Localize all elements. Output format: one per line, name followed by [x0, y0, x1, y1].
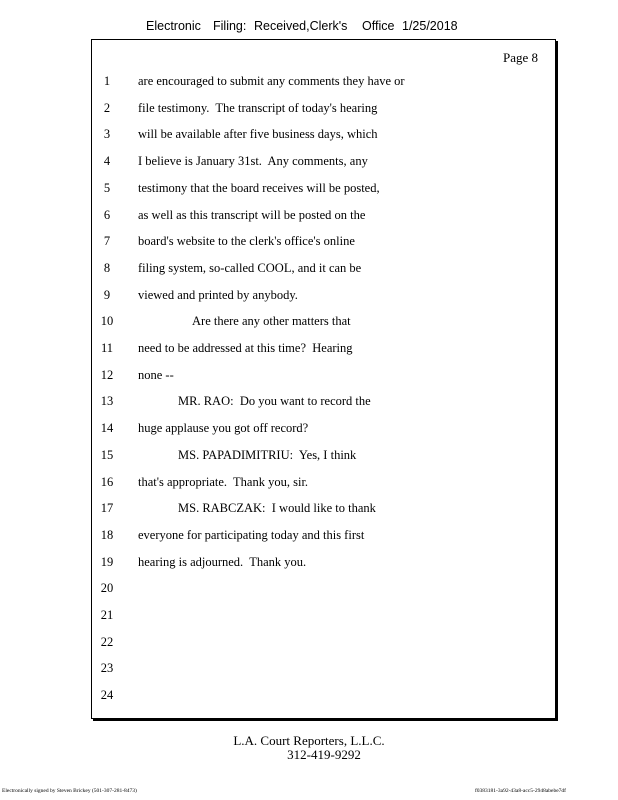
- reporter-phone: 312-419-9292: [287, 747, 361, 762]
- line-text: that's appropriate. Thank you, sir.: [138, 474, 309, 489]
- line-text: will be available after five business days, which: [138, 127, 378, 142]
- line-number: 14: [100, 421, 114, 436]
- transcript-line: [0, 528, 618, 546]
- line-number: 1: [103, 74, 111, 88]
- line-text: filing system, so-called COOL, and it can be: [138, 260, 362, 275]
- line-number: 4: [103, 154, 111, 169]
- line-number: 17: [100, 501, 114, 516]
- line-text: MS. PAPADIMITRIU: Yes, I think: [178, 447, 357, 462]
- line-text: hearing is adjourned. Thank you.: [138, 554, 307, 569]
- transcript-line: [0, 688, 618, 706]
- line-number: 3: [103, 127, 111, 142]
- line-number: 24: [100, 688, 114, 702]
- line-number: 22: [100, 634, 114, 649]
- line-text: Are there any other matters that: [192, 314, 351, 329]
- transcript-line: [0, 261, 618, 279]
- line-number: 12: [100, 367, 114, 382]
- transcript-line: [0, 74, 618, 92]
- line-text: huge applause you got off record?: [138, 421, 309, 436]
- transcript-line: [0, 314, 618, 332]
- transcript-line: [0, 394, 618, 412]
- line-number: 7: [103, 234, 111, 249]
- page-number: Page 8: [502, 50, 538, 65]
- line-text: file testimony. The transcript of today's hearing: [138, 100, 378, 115]
- line-text: everyone for participating today and this first: [138, 527, 365, 542]
- electronic-signature: Electronically signed by Steven Brickey (501-307-281-8473): [2, 788, 137, 794]
- line-text: none --: [138, 367, 174, 382]
- reporter-company: L.A. Court Reporters, L.L.C.: [233, 733, 385, 748]
- line-number: 11: [100, 341, 114, 355]
- line-text: MS. RABCZAK: I would like to thank: [178, 501, 376, 516]
- document-hash: f0383181-3a92-43a8-acc5-2948abebe7df: [474, 788, 566, 794]
- line-text: I believe is January 31st. Any comments, any: [138, 154, 368, 169]
- transcript-line: [0, 208, 618, 226]
- transcript-line: [0, 421, 618, 439]
- transcript-line: [0, 154, 618, 172]
- line-number: 20: [100, 581, 114, 596]
- transcript-line: [0, 608, 618, 626]
- line-text: as well as this transcript will be posted on the: [138, 207, 366, 222]
- transcript-line: [0, 288, 618, 306]
- filing-header-date: 1/25/2018: [402, 19, 458, 33]
- line-number: 21: [100, 608, 114, 622]
- line-text: viewed and printed by anybody.: [138, 287, 298, 302]
- transcript-line: [0, 234, 618, 252]
- transcript-line: [0, 127, 618, 145]
- line-text: need to be addressed at this time? Hearing: [138, 341, 353, 355]
- line-number: 8: [103, 260, 111, 275]
- line-number: 16: [100, 474, 114, 489]
- line-number: 13: [100, 394, 114, 409]
- filing-header-word-filing: Filing:: [213, 19, 247, 33]
- transcript-line: [0, 635, 618, 653]
- filing-header-word-received: Received,Clerk's: [254, 19, 348, 33]
- line-number: 18: [100, 527, 114, 542]
- line-number: 2: [103, 100, 111, 115]
- line-number: 10: [100, 314, 114, 329]
- line-text: testimony that the board receives will be posted,: [138, 180, 380, 195]
- transcript-line: [0, 181, 618, 199]
- line-text: are encouraged to submit any comments they have or: [138, 74, 405, 88]
- transcript-line: [0, 581, 618, 599]
- line-text: MR. RAO: Do you want to record the: [178, 394, 371, 409]
- line-number: 5: [103, 180, 111, 195]
- line-number: 6: [103, 207, 111, 222]
- transcript-line: [0, 368, 618, 386]
- line-number: 23: [100, 661, 114, 676]
- transcript-line: [0, 101, 618, 119]
- filing-header: [0, 19, 618, 37]
- transcript-line: [0, 448, 618, 466]
- line-number: 15: [100, 447, 114, 462]
- transcript-line: [0, 501, 618, 519]
- transcript-line: [0, 661, 618, 679]
- line-number: 9: [103, 287, 111, 302]
- transcript-line: [0, 475, 618, 493]
- transcript-line: [0, 555, 618, 573]
- line-text: board's website to the clerk's office's online: [138, 234, 355, 249]
- filing-header-word-office: Office: [362, 19, 395, 33]
- line-number: 19: [100, 554, 114, 569]
- transcript-line: [0, 341, 618, 359]
- filing-header-word-electronic: Electronic: [146, 19, 201, 33]
